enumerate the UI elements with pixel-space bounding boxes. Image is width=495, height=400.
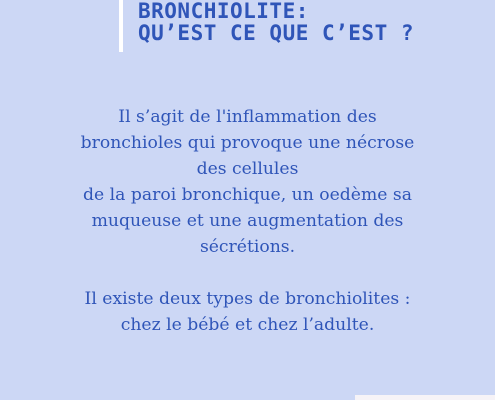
paragraph-line: Il s’agit de l'inflammation des [118,107,377,127]
bottom-decorative-strip [355,395,495,400]
title-line-1: BRONCHIOLITE: [138,0,309,23]
paragraph-line: de la paroi bronchique, un oedème sa [83,185,412,205]
paragraph-line: bronchioles qui provoque une nécrose [80,133,415,153]
paragraph-line: sécrétions. [199,237,296,257]
body-text [40,104,455,338]
paragraph-line: des cellules [196,159,299,179]
paragraph-types [40,286,455,338]
title-accent-bar [119,0,123,52]
title-line-2: QU’EST CE QUE C’EST ? [138,21,415,45]
paragraph-line: muqueuse et une augmentation des [91,211,404,231]
paragraph-definition [40,104,455,260]
paragraph-line: Il existe deux types de bronchiolites : [84,289,411,309]
page-title [138,0,414,44]
paragraph-line: chez le bébé et chez l’adulte. [120,315,375,335]
